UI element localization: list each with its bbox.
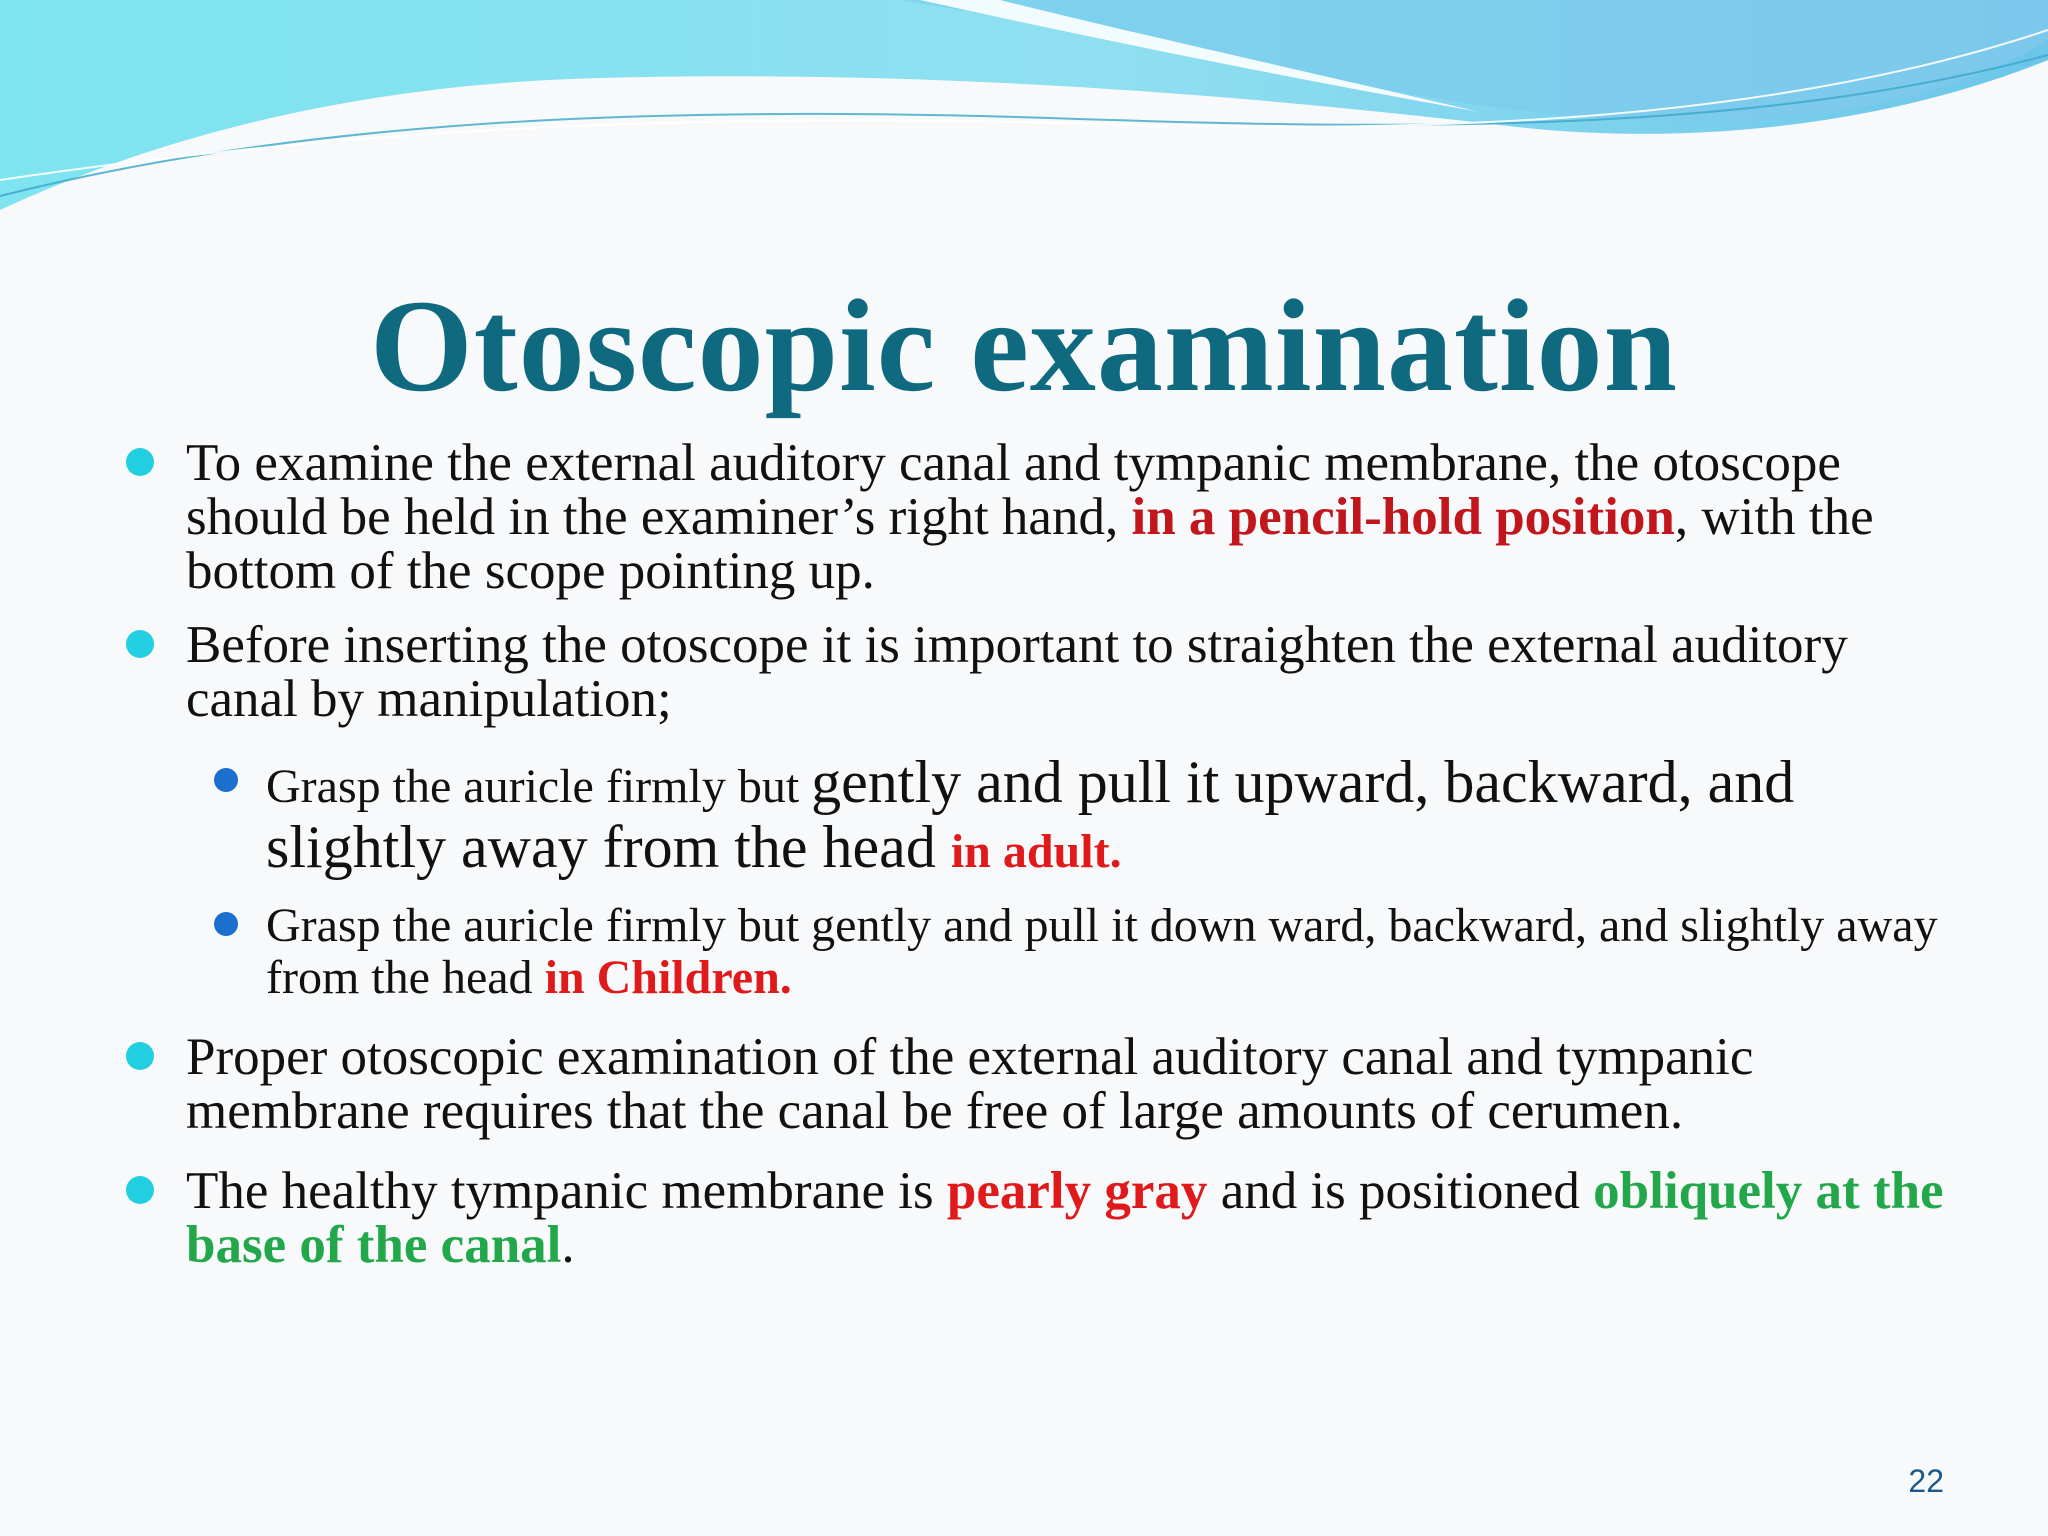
bullet-text: and is positioned	[1207, 1162, 1594, 1220]
highlight-text: in adult.	[950, 825, 1122, 878]
bullet-item	[120, 1164, 1950, 1272]
sub-bullet-dot-icon	[214, 912, 238, 936]
bullet-dot-icon	[126, 448, 154, 476]
sub-bullet-dot-icon	[214, 768, 238, 792]
bullet-dot-icon	[126, 1176, 154, 1204]
bullet-dot-icon	[126, 630, 154, 658]
sub-bullet-item	[120, 749, 1950, 882]
bullet-item	[120, 436, 1950, 598]
bullet-text: .	[561, 1216, 575, 1274]
slide-title: Otoscopic examination	[370, 272, 1678, 419]
highlight-text: in a pencil-hold position	[1131, 488, 1675, 546]
bullet-item	[120, 1030, 1950, 1138]
sub-bullet-text: Grasp the auricle firmly but	[266, 760, 812, 813]
sub-bullet-text: Grasp the auricle firmly but gently and pull it down ward, backward, and slightly away from the head	[266, 899, 1938, 1004]
bullet-text: , with the bottom of the scope pointing up.	[186, 488, 1874, 600]
bullet-dot-icon	[126, 1042, 154, 1070]
page-number: 22	[1908, 1463, 1944, 1499]
sub-bullet-text-large: gently and pull it upward, backward, and slightly away from the head	[266, 749, 1795, 880]
bullet-text: To examine the external auditory canal and tympanic membrane, the otoscope should be held in the examiner’s right hand,	[186, 434, 1841, 546]
bullet-text: The healthy tympanic membrane is	[186, 1162, 947, 1220]
bullet-text: Before inserting the otoscope it is important to straighten the external auditory canal by manipulation;	[186, 616, 1848, 728]
highlight-text: pearly gray	[946, 1162, 1208, 1220]
highlight-text-green: obliquely at the base of the canal	[186, 1162, 1944, 1274]
bullet-item	[120, 618, 1950, 726]
highlight-text: in Children.	[544, 951, 792, 1004]
bullet-text: Proper otoscopic examination of the external auditory canal and tympanic membrane requires that the canal be free of large amounts of cerumen.	[186, 1028, 1754, 1140]
sub-bullet-item	[120, 900, 1950, 1004]
bullet-list	[120, 436, 1950, 1292]
header-wave-decoration	[0, 0, 2048, 240]
